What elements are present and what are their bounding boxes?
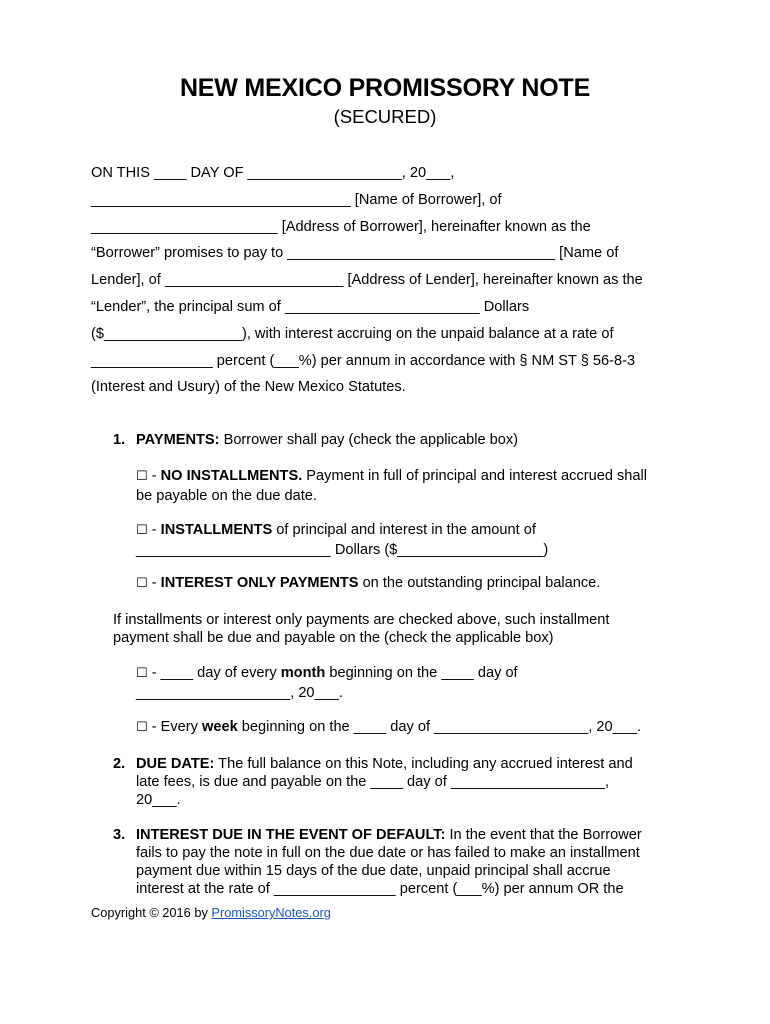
option-label: INSTALLMENTS — [160, 522, 273, 538]
section-default-interest-body — [136, 844, 640, 898]
intro-line: (Interest and Usury) of the New Mexico Statutes. — [91, 379, 406, 396]
option-text: Payment in full of principal and interest accrued shall — [302, 468, 648, 484]
checkbox-icon[interactable]: ☐ — [136, 523, 148, 538]
option-label: INTEREST ONLY PAYMENTS — [160, 575, 359, 591]
section-text: The full balance on this Note, including any accrued interest and — [214, 756, 633, 772]
section-title: DUE DATE: — [136, 756, 215, 772]
paragraph-line: 20___. — [136, 792, 181, 808]
section-number: 3. — [113, 827, 126, 843]
section-number: 2. — [113, 756, 126, 772]
installment-schedule-paragraph — [113, 611, 609, 647]
option-text: - ____ day of every — [147, 665, 281, 681]
option-text: beginning on the ____ day of — [325, 665, 518, 681]
intro-line: ON THIS ____ DAY OF ___________________, 20___, — [91, 165, 455, 181]
option-label: month — [280, 665, 326, 681]
paragraph-line: payment due within 15 days of the due date, unpaid principal shall accrue — [136, 863, 611, 879]
option-dash: - — [147, 468, 161, 484]
intro-line: “Borrower” promises to pay to _________________________________ [Name of — [91, 245, 619, 262]
option-text-line2: ___________________, 20___. — [136, 684, 343, 701]
checkbox-icon[interactable]: ☐ — [136, 576, 148, 591]
intro-paragraph — [91, 160, 681, 401]
section-payments-heading — [113, 431, 518, 449]
paragraph-line: If installments or interest only payments are checked above, such installment — [113, 612, 610, 628]
option-text: of principal and interest in the amount of — [272, 522, 536, 538]
option-text: beginning on the ____ day of ___________________, 20___. — [237, 719, 642, 735]
option-text: - Every — [147, 719, 202, 735]
section-text: In the event that the Borrower — [445, 827, 642, 843]
intro-line: ($_________________), with interest accruing on the unpaid balance at a rate of — [91, 325, 614, 342]
paragraph-line: interest at the rate of _______________ percent (___%) per annum OR the — [136, 881, 624, 897]
intro-line: _______________ percent (___%) per annum in accordance with § NM ST § 56-8-3 — [91, 352, 636, 369]
section-title: PAYMENTS: — [136, 432, 220, 448]
option-dash: - — [147, 522, 161, 538]
copyright-text: Copyright © 2016 by — [91, 905, 212, 920]
section-due-date-body — [136, 773, 609, 809]
option-monthly — [136, 664, 518, 702]
option-dash: - — [147, 575, 161, 591]
promissorynotes-link[interactable]: PromissoryNotes.org — [211, 905, 331, 920]
section-due-date-heading — [113, 755, 633, 773]
intro-line: “Lender”, the principal sum of ________________________ Dollars — [91, 298, 530, 315]
option-text-line2: ________________________ Dollars ($__________________) — [136, 541, 549, 558]
section-default-interest-heading — [113, 826, 642, 844]
copyright-footer — [91, 905, 331, 920]
paragraph-line: late fees, is due and payable on the ____ day of ___________________, — [136, 774, 610, 790]
checkbox-icon[interactable]: ☐ — [136, 469, 148, 484]
option-installments — [136, 521, 548, 559]
paragraph-line: payment shall be due and payable on the (check the applicable box) — [113, 630, 554, 646]
section-text: Borrower shall pay (check the applicable box) — [219, 432, 519, 448]
option-label: NO INSTALLMENTS. — [160, 468, 303, 484]
document-subtitle: (SECURED) — [333, 106, 437, 127]
checkbox-icon[interactable]: ☐ — [136, 720, 148, 735]
option-interest-only — [136, 574, 600, 594]
paragraph-line: fails to pay the note in full on the due date or has failed to make an installment — [136, 845, 640, 861]
option-no-installments — [136, 467, 647, 505]
intro-line: ________________________________ [Name of Borrower], of — [91, 191, 502, 208]
option-text-line2: be payable on the due date. — [136, 487, 317, 504]
section-number: 1. — [113, 432, 126, 448]
document-title: NEW MEXICO PROMISSORY NOTE — [179, 74, 591, 102]
option-text: on the outstanding principal balance. — [358, 575, 601, 591]
checkbox-icon[interactable]: ☐ — [136, 666, 148, 681]
intro-line: Lender], of ______________________ [Address of Lender], hereinafter known as the — [91, 272, 643, 289]
intro-line: _______________________ [Address of Borrower], hereinafter known as the — [91, 218, 591, 235]
option-weekly — [136, 718, 641, 738]
option-label: week — [201, 719, 238, 735]
section-title: INTEREST DUE IN THE EVENT OF DEFAULT: — [136, 827, 446, 843]
